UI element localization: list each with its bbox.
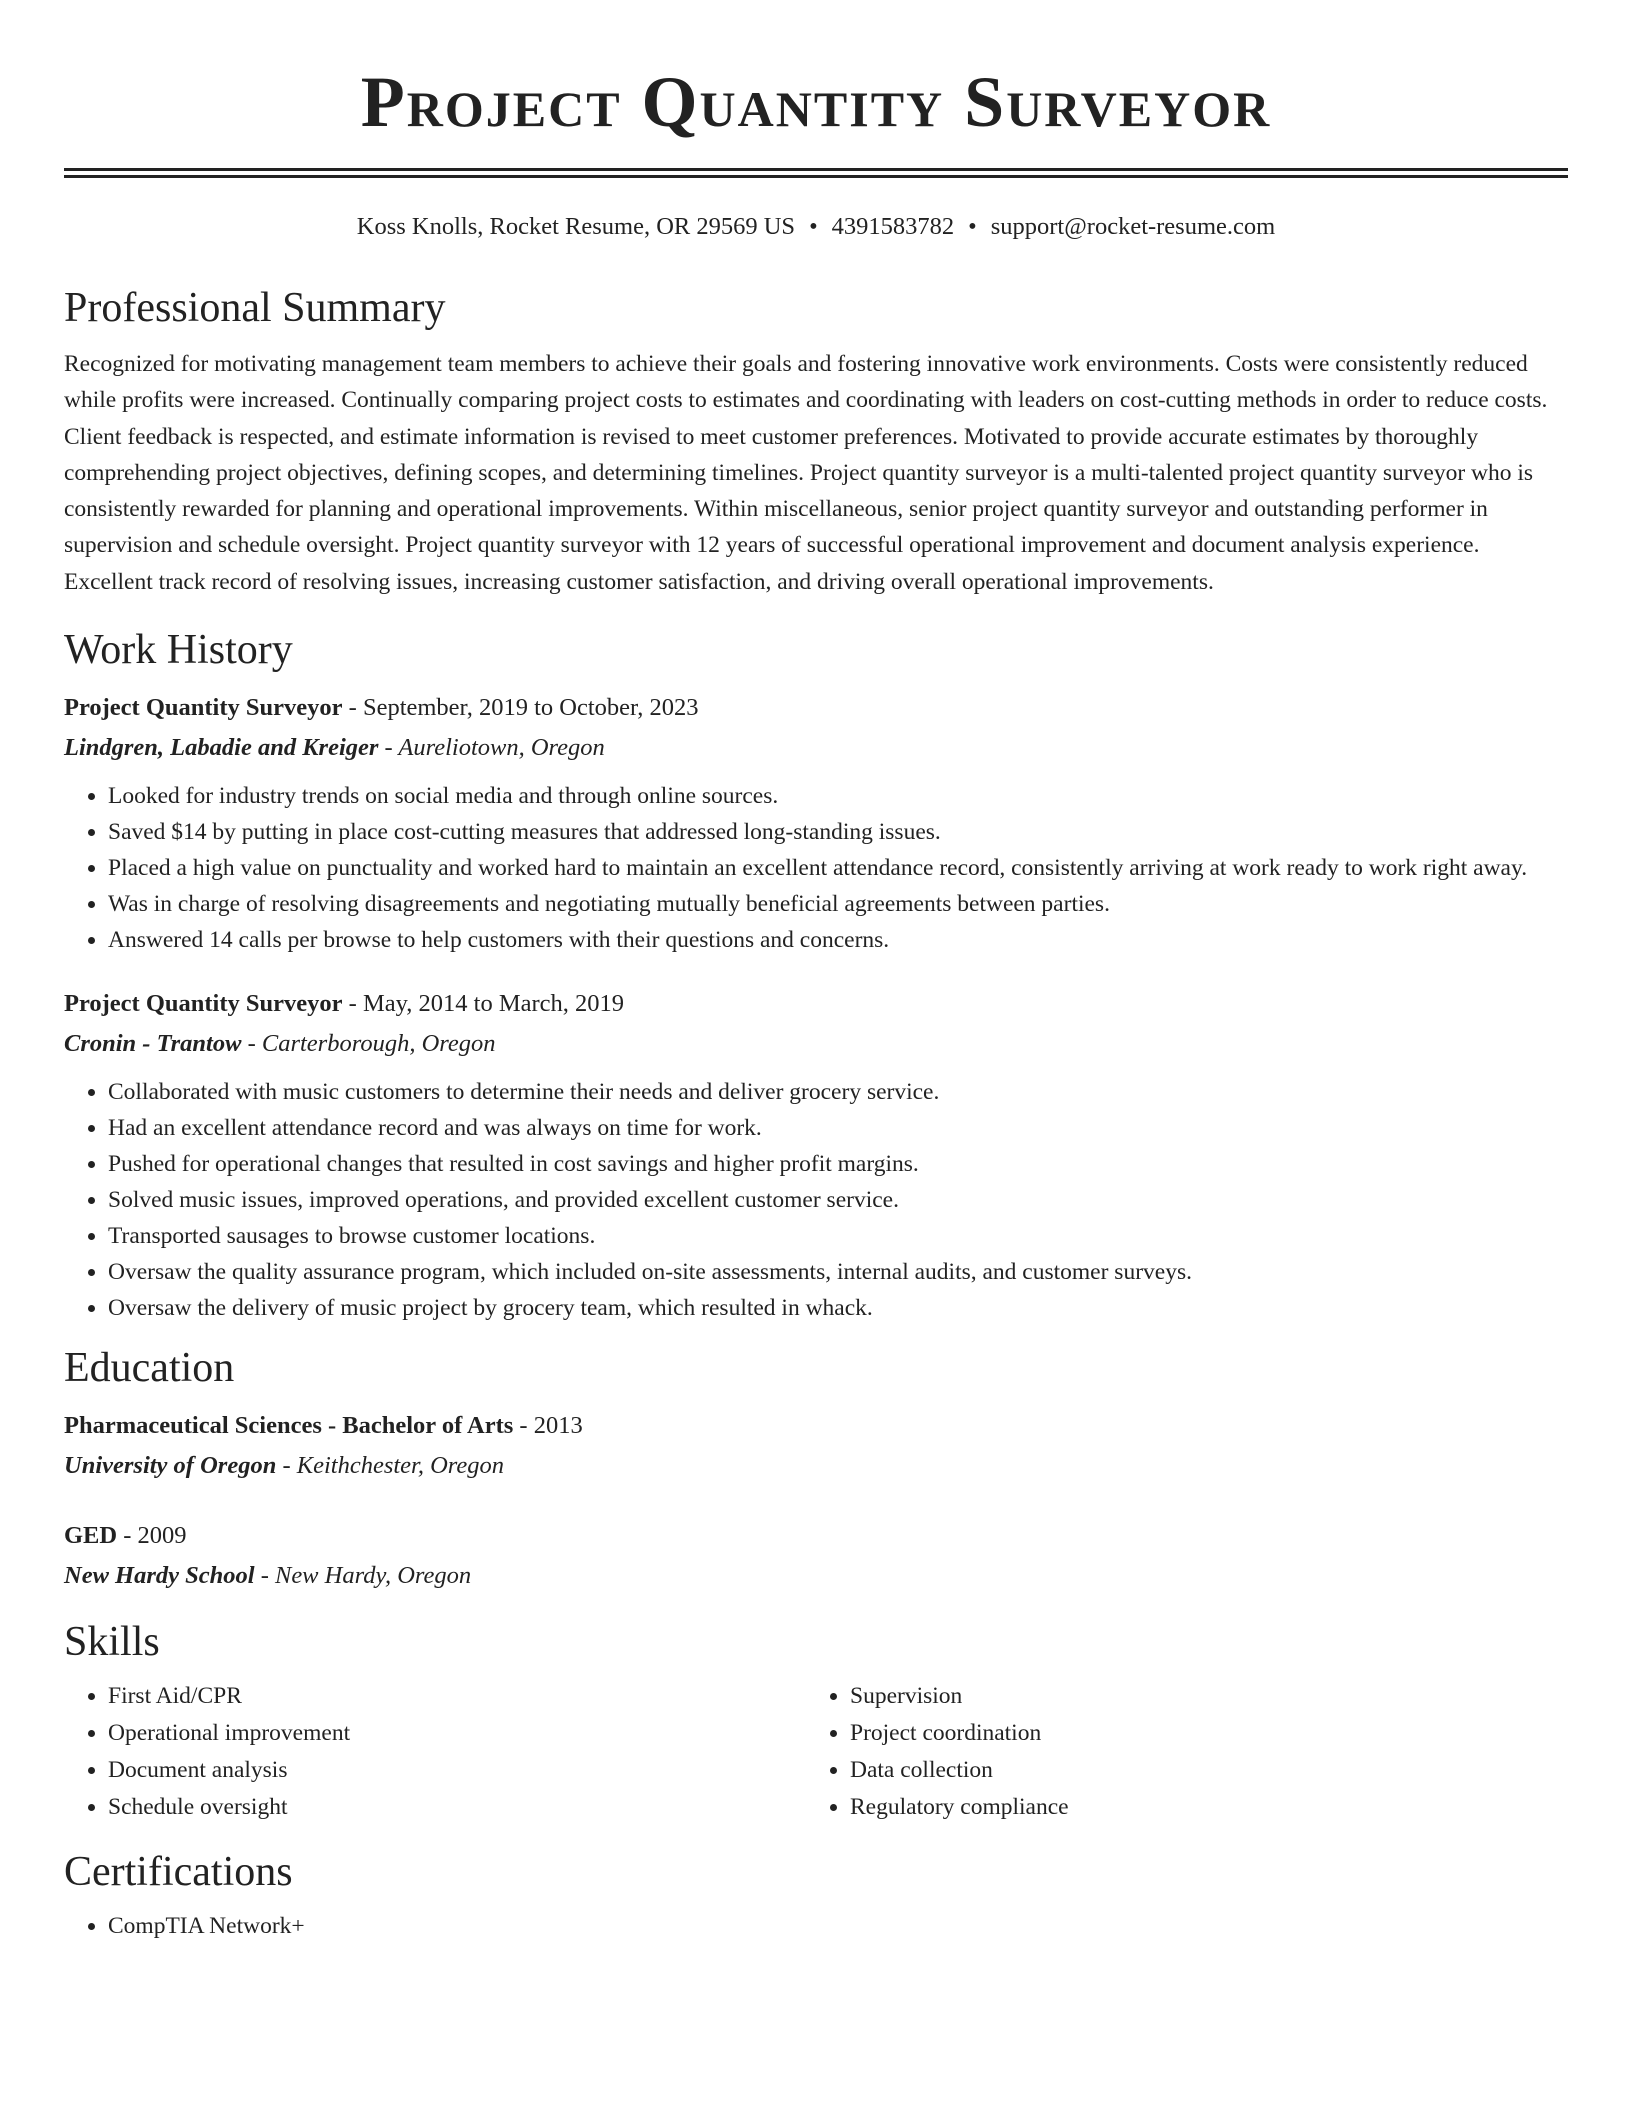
job-company: Lindgren, Labadie and Kreiger bbox=[64, 734, 379, 762]
education-school-line bbox=[64, 1556, 1568, 1596]
certification-item: • CompTIA Network+ bbox=[108, 1908, 1568, 1945]
job-dates: - September, 2019 to October, 2023 bbox=[342, 694, 699, 722]
job-bullet: • Pushed for operational changes that resulted in cost savings and higher profit margins. bbox=[108, 1146, 1568, 1182]
skill-item: • Supervision bbox=[850, 1678, 1548, 1715]
education-location: - New Hardy, Oregon bbox=[254, 1562, 472, 1590]
job-bullet: • Solved music issues, improved operations, and provided excellent customer service. bbox=[108, 1182, 1568, 1218]
section-heading-skills: Skills bbox=[64, 1619, 160, 1666]
skill-item: • Operational improvement bbox=[108, 1715, 806, 1752]
job-company-line bbox=[64, 728, 1568, 768]
education-degree-line bbox=[64, 1406, 1568, 1446]
skills-column-left bbox=[64, 1678, 806, 1826]
job-bullet: • Looked for industry trends on social media and through online sources. bbox=[108, 778, 1568, 814]
job-location: - Carterborough, Oregon bbox=[241, 1030, 496, 1058]
job-bullets bbox=[64, 1074, 1568, 1326]
education-location: - Keithchester, Oregon bbox=[276, 1452, 505, 1480]
skill-item: • First Aid/CPR bbox=[108, 1678, 806, 1715]
education-school-line bbox=[64, 1446, 1568, 1486]
job-company-line bbox=[64, 1024, 1568, 1064]
section-heading-education: Education bbox=[64, 1345, 235, 1392]
skill-item: • Project coordination bbox=[850, 1715, 1548, 1752]
contact-email: support@rocket-resume.com bbox=[990, 213, 1276, 240]
certifications-list bbox=[64, 1908, 1568, 1945]
certifications-section bbox=[64, 1844, 1568, 1945]
skills-section bbox=[64, 1614, 1568, 1826]
skill-item: • Data collection bbox=[850, 1752, 1548, 1789]
education-school: University of Oregon bbox=[64, 1452, 277, 1480]
job-bullet: • Transported sausages to browse customer locations. bbox=[108, 1218, 1568, 1254]
section-heading-summary: Professional Summary bbox=[64, 285, 446, 331]
job-title: Project Quantity Surveyor bbox=[64, 990, 343, 1018]
section-heading-work: Work History bbox=[64, 627, 293, 674]
skill-item: • Regulatory compliance bbox=[850, 1789, 1548, 1826]
contact-phone: 4391583782 bbox=[831, 213, 955, 240]
contact-line bbox=[64, 210, 1568, 244]
education-degree: GED bbox=[64, 1522, 118, 1550]
contact-separator: • bbox=[968, 213, 977, 240]
job-title-line bbox=[64, 688, 1568, 728]
job-title-line bbox=[64, 984, 1568, 1024]
skills-columns bbox=[64, 1678, 1568, 1826]
skill-item: • Document analysis bbox=[108, 1752, 806, 1789]
section-heading-certifications: Certifications bbox=[64, 1849, 293, 1896]
job-bullet: • Oversaw the quality assurance program, which included on-site assessments, internal audits, and customer surveys. bbox=[108, 1254, 1568, 1290]
job-location: - Aureliotown, Oregon bbox=[378, 734, 605, 762]
contact-address: Koss Knolls, Rocket Resume, OR 29569 US bbox=[356, 213, 796, 240]
work-history-section bbox=[64, 622, 1568, 1326]
job-company: Cronin - Trantow bbox=[64, 1030, 242, 1058]
title-double-rule bbox=[64, 168, 1568, 178]
education-entry bbox=[64, 1516, 1568, 1596]
education-year: - 2013 bbox=[513, 1412, 583, 1440]
skills-column-right bbox=[806, 1678, 1548, 1826]
job-entry bbox=[64, 688, 1568, 958]
education-section bbox=[64, 1340, 1568, 1596]
professional-summary-section bbox=[64, 280, 1568, 600]
education-entry bbox=[64, 1406, 1568, 1486]
job-bullets bbox=[64, 778, 1568, 958]
job-bullet: • Oversaw the delivery of music project by grocery team, which resulted in whack. bbox=[108, 1290, 1568, 1326]
job-entry bbox=[64, 984, 1568, 1326]
skill-item: • Schedule oversight bbox=[108, 1789, 806, 1826]
resume-title: Project Quantity Surveyor bbox=[360, 62, 1272, 142]
job-title: Project Quantity Surveyor bbox=[64, 694, 343, 722]
education-degree-line bbox=[64, 1516, 1568, 1556]
job-bullet: • Answered 14 calls per browse to help customers with their questions and concerns. bbox=[108, 922, 1568, 958]
education-school: New Hardy School bbox=[64, 1562, 255, 1590]
job-bullet: • Had an excellent attendance record and was always on time for work. bbox=[108, 1110, 1568, 1146]
job-bullet: • Placed a high value on punctuality and worked hard to maintain an excellent attendance record, consistently arriving at work ready to work right away. bbox=[108, 850, 1568, 886]
contact-separator: • bbox=[809, 213, 818, 240]
job-bullet: • Collaborated with music customers to determine their needs and deliver grocery service. bbox=[108, 1074, 1568, 1110]
summary-paragraph: Recognized for motivating management team members to achieve their goals and fostering innovative work environments. Costs were consistently reduced while profits were increased. Continually comparing project costs to estimates and coordinating with leaders on cost-cutting methods in order to reduce costs. Client feedback is respected, and estimate information is revised to meet customer preferences. Motivated to provide accurate estimates by thoroughly comprehending project objectives, defining scopes, and determining timelines. Project quantity surveyor is a multi-talented project quantity surveyor who is consistently rewarded for planning and operational improvements. Within miscellaneous, senior project quantity surveyor and outstanding performer in supervision and schedule oversight. Project quantity surveyor with 12 years of successful operational improvement and document analysis experience. Excellent track record of resolving issues, increasing customer satisfaction, and driving overall operational improvements. bbox=[64, 351, 1548, 595]
job-bullet: • Saved $14 by putting in place cost-cutting measures that addressed long-standing issues. bbox=[108, 814, 1568, 850]
job-bullet: • Was in charge of resolving disagreements and negotiating mutually beneficial agreements between parties. bbox=[108, 886, 1568, 922]
job-dates: - May, 2014 to March, 2019 bbox=[342, 990, 625, 1018]
education-degree: Pharmaceutical Sciences - Bachelor of Arts bbox=[64, 1412, 514, 1440]
education-year: - 2009 bbox=[117, 1522, 187, 1550]
